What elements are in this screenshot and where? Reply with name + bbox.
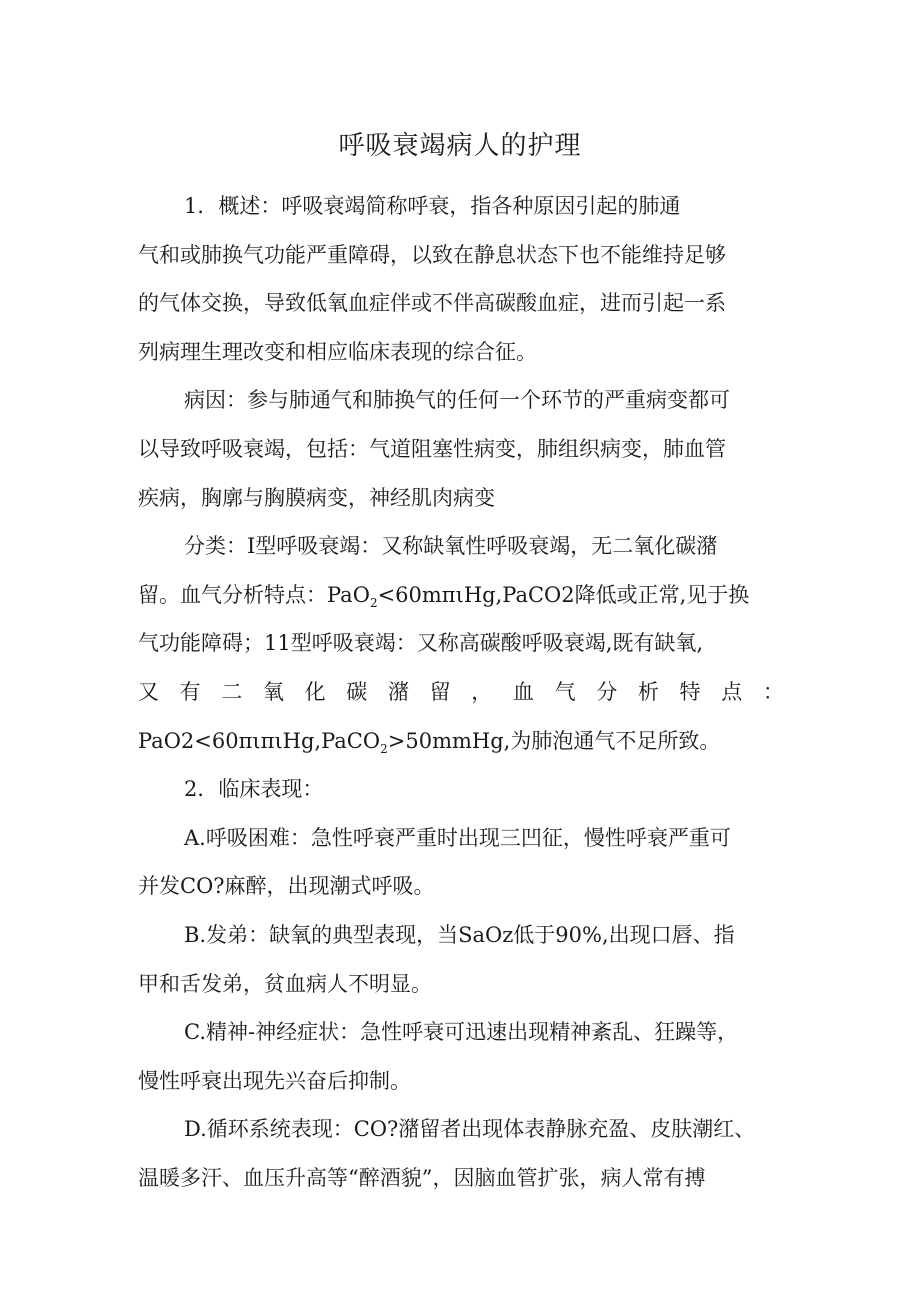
text-line bbox=[138, 571, 784, 620]
paragraph-overview bbox=[138, 182, 784, 376]
text-line: 病因：参与肺通气和肺换气的任何一个环节的严重病变都可 bbox=[184, 388, 730, 413]
text-line: 列病理生理改变和相应临床表现的综合征。 bbox=[138, 339, 537, 364]
text-line: D.循环系统表现：CO?潴留者出现体表静脉充盈、皮肤潮红、 bbox=[184, 1117, 756, 1142]
paragraph-circulation bbox=[138, 1105, 784, 1202]
char: 分 bbox=[596, 679, 618, 704]
document-title: 呼吸衰竭病人的护理 bbox=[338, 131, 582, 161]
text-fragment: >50mmHg,为肺泡通气不足所致。 bbox=[387, 728, 721, 753]
text-fragment: PaO2<60πιπιHg,PaCO bbox=[138, 728, 381, 753]
text-fragment: <60mπιHg,PaCO2降低或正常,见于换 bbox=[377, 582, 750, 607]
text-line: 1．概述：呼吸衰竭简称呼衰，指各种原因引起的肺通 bbox=[184, 194, 681, 218]
char: 析 bbox=[637, 679, 659, 704]
char: 气 bbox=[554, 679, 576, 704]
text-line: 并发CO?麻醉，出现潮式呼吸。 bbox=[138, 874, 435, 899]
char: 潴 bbox=[387, 679, 409, 704]
paragraph-clinical-heading bbox=[138, 765, 784, 814]
text-line: A.呼吸困难：急性呼衰严重时出现三凹征，慢性呼衰严重可 bbox=[184, 825, 731, 850]
text-line: 气和或肺换气功能严重障碍，以致在静息状态下也不能维持足够 bbox=[138, 242, 726, 267]
text-line: 温暖多汗、血压升高等“醉酒貌”，因脑血管扩张，病人常有搏 bbox=[138, 1165, 706, 1190]
paragraph-dyspnea bbox=[138, 814, 784, 911]
section-heading: 2．临床表现： bbox=[184, 777, 324, 802]
document-body bbox=[138, 182, 784, 1202]
paragraph-cause bbox=[138, 376, 784, 522]
subscript: 2 bbox=[380, 741, 388, 756]
text-line: C.精神-神经症状：急性呼衰可迅速出现精神紊乱、狂躁等， bbox=[184, 1020, 739, 1045]
char: 二 bbox=[221, 679, 243, 704]
char: 有 bbox=[179, 679, 201, 704]
text-line: B.发弟：缺氧的典型表现，当SaOz低于90%,出现口唇、指 bbox=[184, 922, 735, 947]
text-line: 气功能障碍；11型呼吸衰竭：又称高碳酸呼吸衰竭,既有缺氧, bbox=[138, 631, 704, 656]
text-line: 的气体交换，导致低氧血症伴或不伴高碳酸血症，进而引起一系 bbox=[138, 291, 726, 316]
paragraph-classification bbox=[138, 522, 784, 765]
paragraph-cyanosis bbox=[138, 911, 784, 1008]
char: 氧 bbox=[262, 679, 284, 704]
char: 又 bbox=[138, 679, 159, 704]
char: 特 bbox=[679, 679, 701, 704]
subscript: 2 bbox=[369, 595, 378, 610]
text-line: 慢性呼衰出现先兴奋后抑制。 bbox=[138, 1068, 411, 1093]
text-line bbox=[138, 717, 784, 766]
char: 碳 bbox=[346, 679, 368, 704]
char: 点 bbox=[721, 679, 743, 704]
char: 化 bbox=[304, 679, 326, 704]
paragraph-neuro bbox=[138, 1008, 784, 1105]
char: ： bbox=[762, 679, 784, 704]
text-line: 疾病，胸廓与胸膜病变，神经肌肉病变 bbox=[138, 485, 495, 510]
text-line: 以导致呼吸衰竭，包括：气道阻塞性病变，肺组织病变，肺血管 bbox=[138, 436, 726, 461]
text-line: 甲和舌发弟，贫血病人不明显。 bbox=[138, 971, 432, 996]
text-line: 分类：I型呼吸衰竭：又称缺氧性呼吸衰竭，无二氧化碳潴 bbox=[184, 534, 718, 559]
justified-text-line bbox=[138, 668, 784, 717]
char: ， bbox=[471, 679, 493, 704]
char: 血 bbox=[512, 679, 534, 704]
char: 留 bbox=[429, 679, 451, 704]
text-fragment: 留。血气分析特点：PaO bbox=[138, 582, 370, 607]
